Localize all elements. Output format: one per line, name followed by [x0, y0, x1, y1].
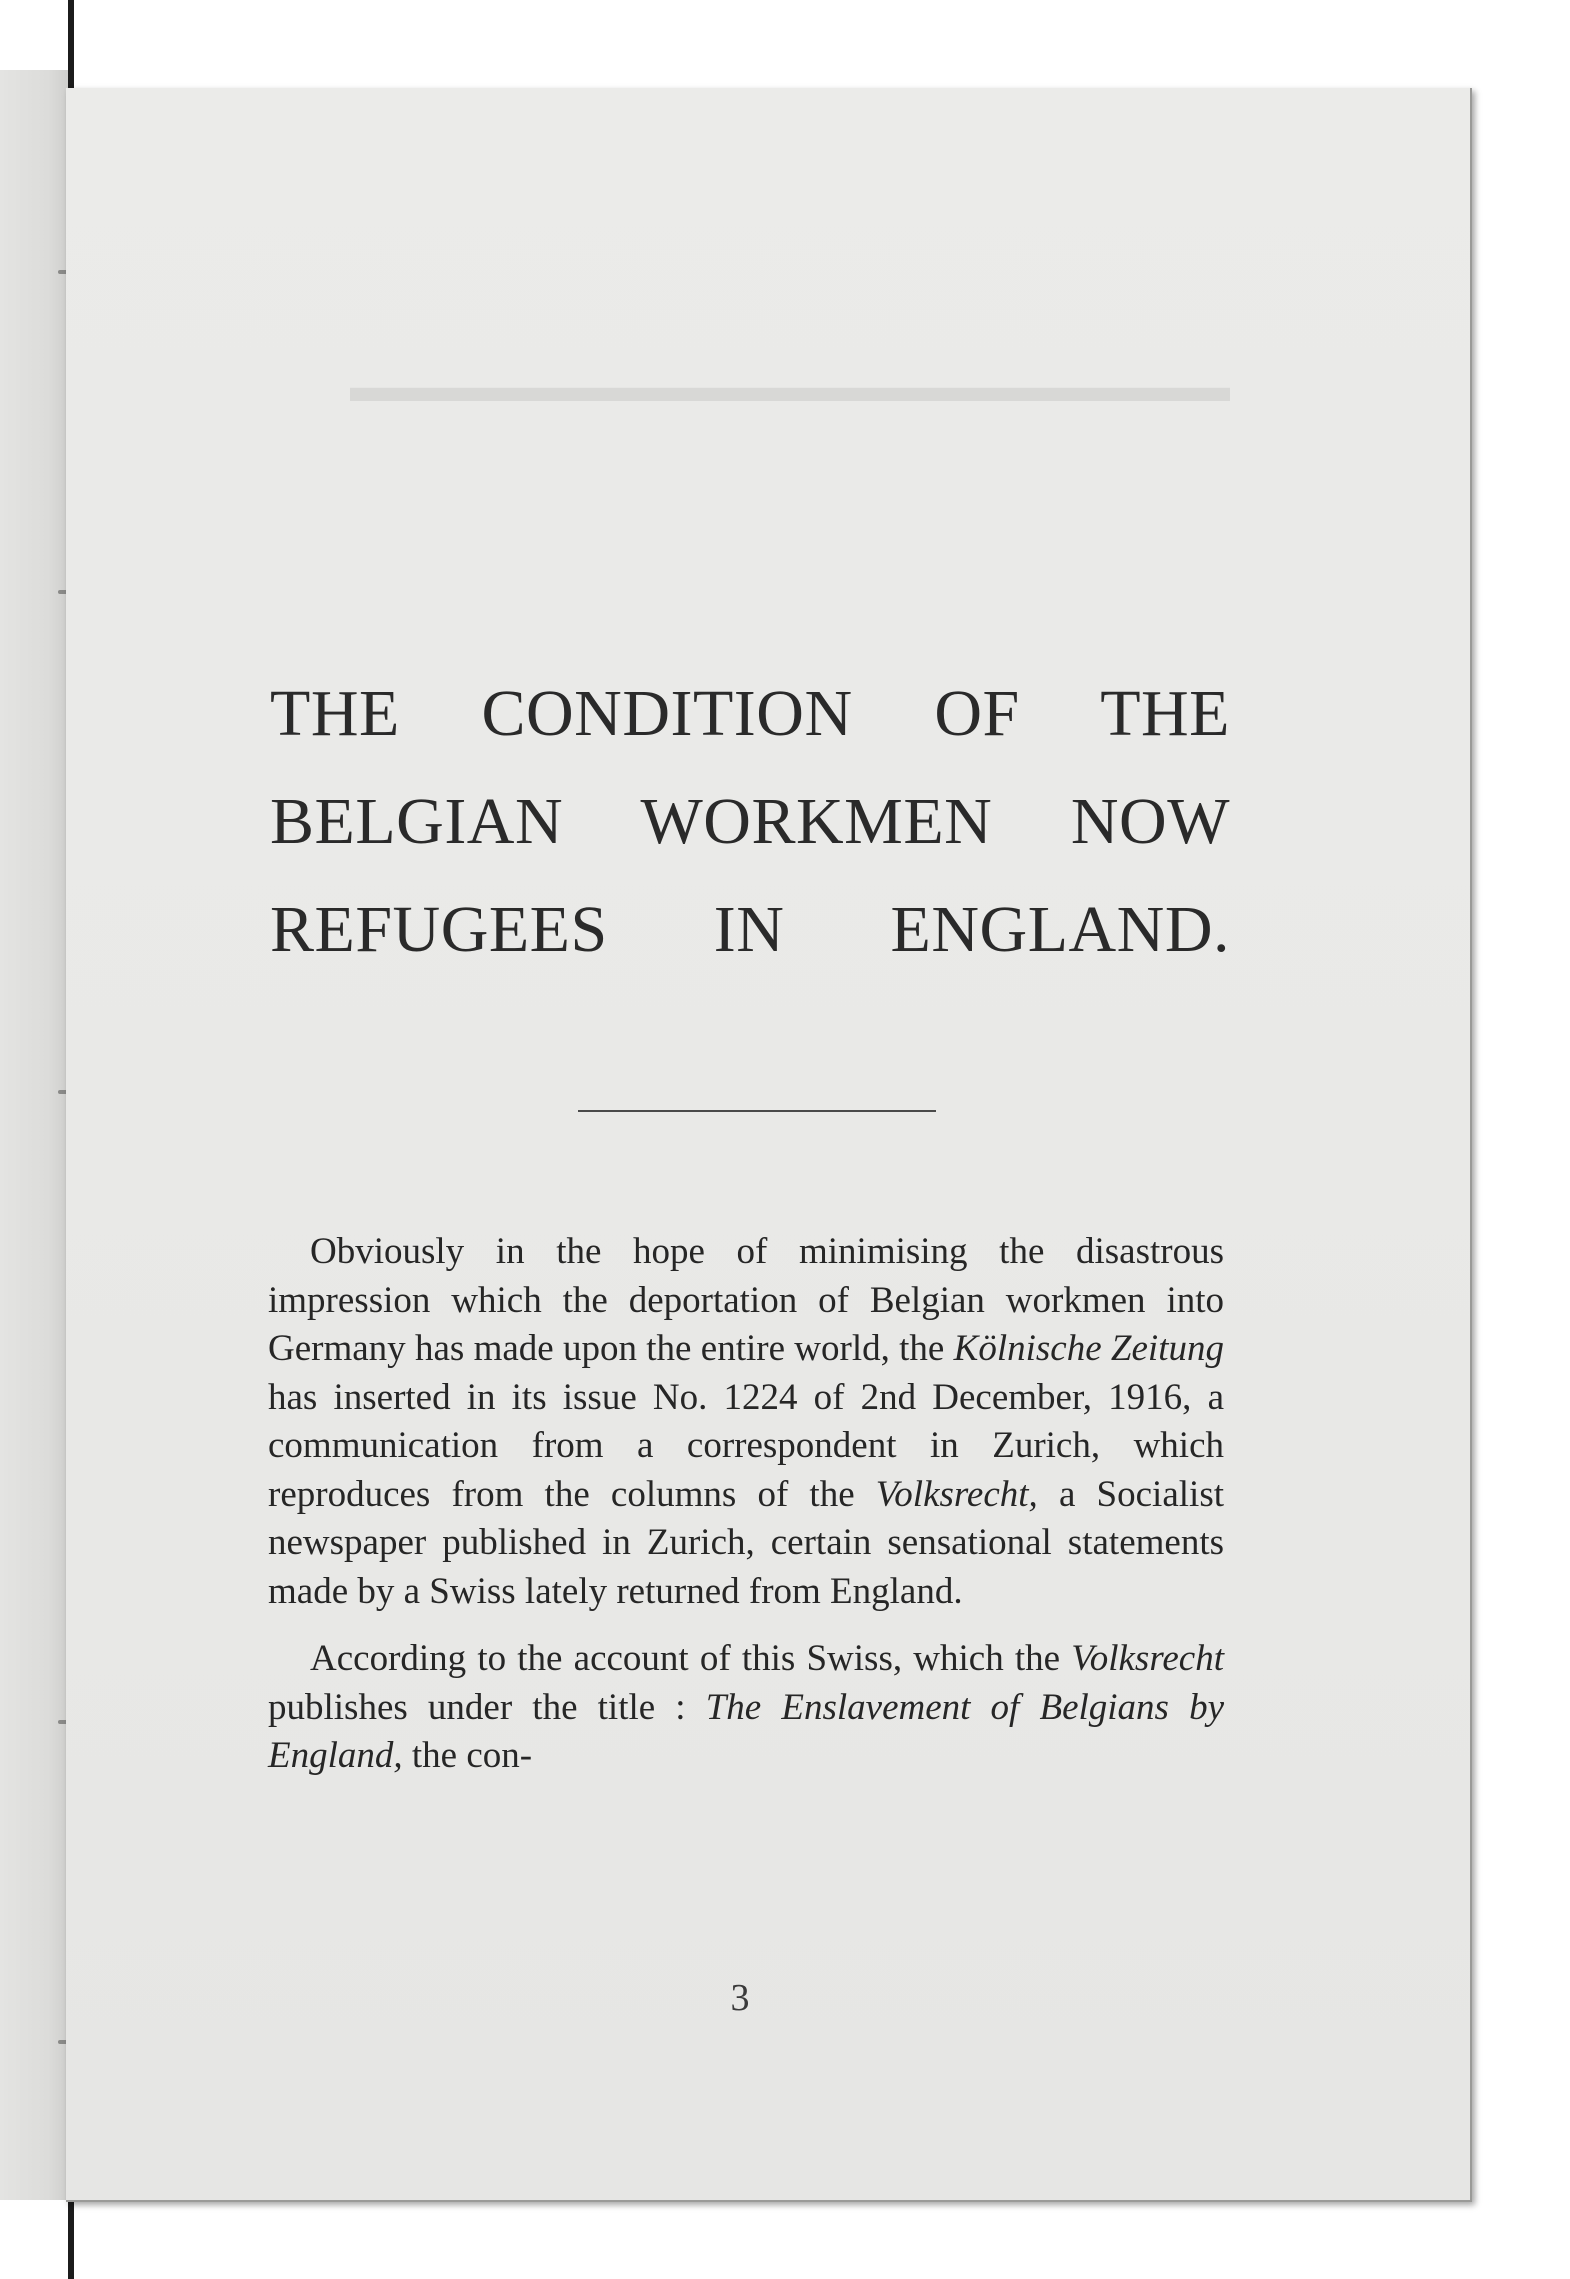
text-run: publishes under the title :: [268, 1686, 706, 1728]
newspaper-name: Volksrecht,: [875, 1473, 1038, 1515]
body-text: [268, 1228, 1224, 1781]
paragraph: [268, 1228, 1224, 1616]
title-line: REFUGEES IN ENGLAND.: [270, 893, 1230, 966]
text-run: has inserted in its issue No. 1224 of 2nd December, 1916, a communication from a correspondent in Zurich, which reproduces from the columns of the: [268, 1376, 1224, 1515]
title-line: BELGIAN WORKMEN NOW: [270, 785, 1230, 858]
newspaper-name: Kölnische Zeitung: [953, 1328, 1224, 1369]
text-run: a Socialist newspaper published in Zurich, certain sensational statements made by a Swiss lately returned from England.: [268, 1473, 1224, 1612]
title-line: THE CONDITION OF THE: [270, 677, 1230, 750]
newspaper-name: Volksrecht: [1071, 1638, 1224, 1679]
page-title: [270, 660, 1230, 984]
previous-page-edge: [0, 70, 68, 2200]
title-divider: [578, 1110, 936, 1112]
paragraph: [268, 1635, 1224, 1781]
text-run: the con-: [402, 1735, 533, 1776]
text-run: According to the account of this Swiss, which the: [310, 1638, 1072, 1679]
book-page: [66, 88, 1472, 2202]
page-number: 3: [730, 1977, 750, 2019]
text-run: Obviously in the hope of minimising the disastrous impression which the deportation of Belgian workmen into Germany has made upon the entire world, the: [268, 1231, 1224, 1369]
article-title: The Enslavement of Belgians by England,: [268, 1686, 1225, 1776]
